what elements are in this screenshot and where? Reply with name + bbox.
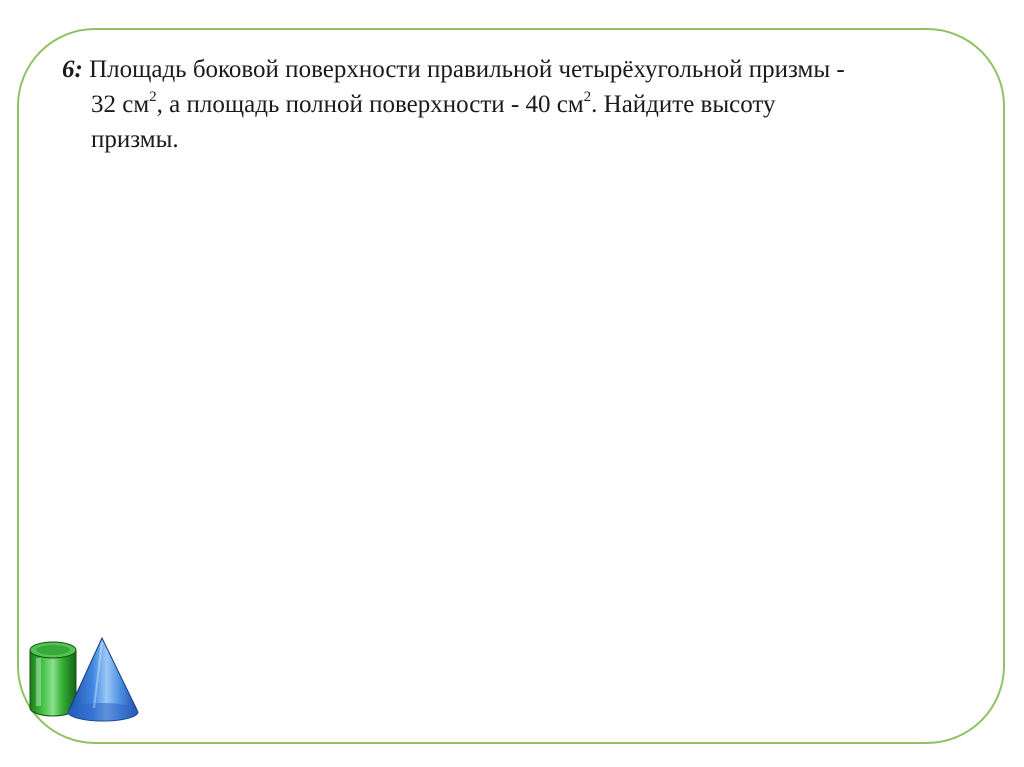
geometric-shapes <box>24 636 144 722</box>
lateral-area-value: 32 см <box>91 91 150 118</box>
problem-statement <box>62 52 992 157</box>
problem-line-1-text: Площадь боковой поверхности правильной четырёхугольной призмы - <box>89 56 845 83</box>
problem-line-3: призмы. <box>91 126 179 153</box>
problem-line-2 <box>62 87 992 122</box>
problem-line-1 <box>62 52 992 87</box>
total-area-text: , а площадь полной поверхности - 40 см <box>156 91 584 118</box>
total-area-exponent: 2 <box>583 88 592 105</box>
problem-number: 6: <box>62 56 83 83</box>
find-height-text: . Найдите высоту <box>591 91 776 118</box>
blue-cone-icon <box>68 638 138 721</box>
lateral-area-exponent: 2 <box>149 88 157 105</box>
green-cylinder-icon <box>30 642 76 716</box>
